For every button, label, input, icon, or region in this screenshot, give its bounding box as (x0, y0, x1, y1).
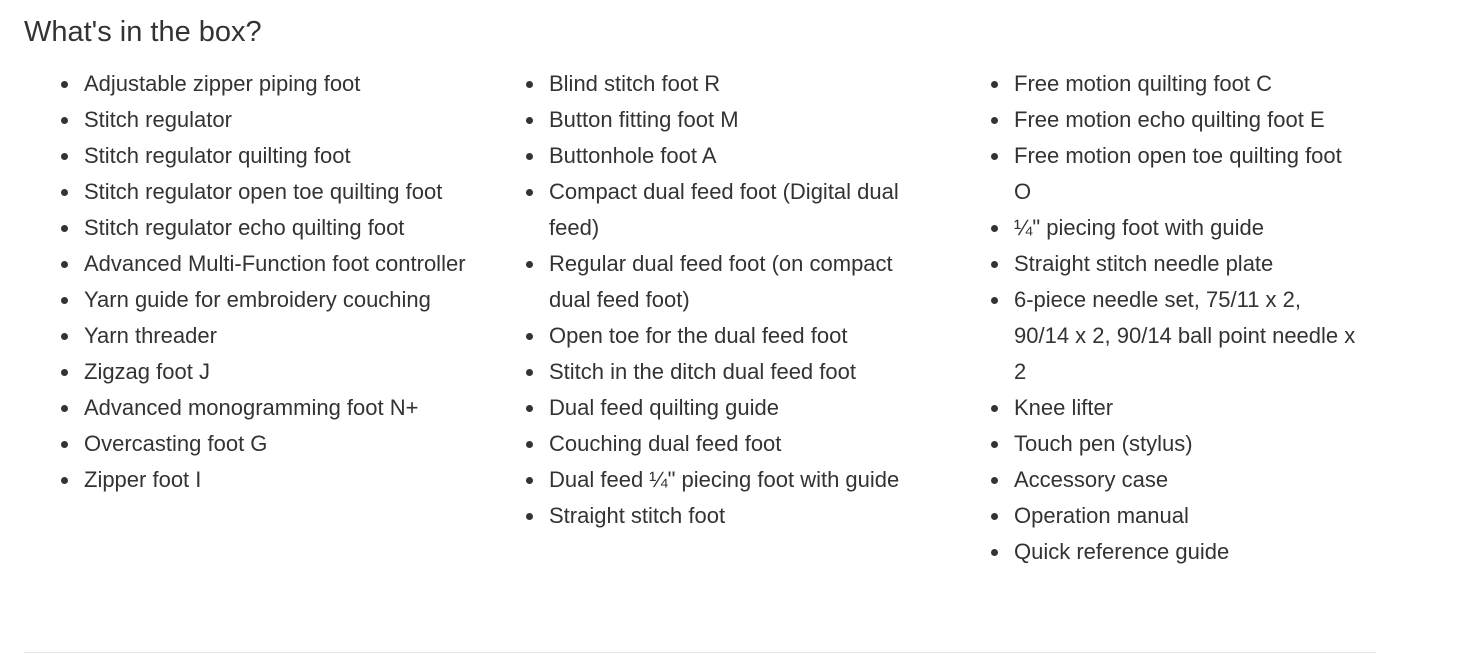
list-item: Compact dual feed foot (Digital dual feed) (489, 174, 954, 246)
list-item: Advanced monogramming foot N+ (24, 390, 489, 426)
list-item: Straight stitch needle plate (954, 246, 1376, 282)
box-contents-list-2 (489, 66, 954, 570)
list-item: Free motion quilting foot C (954, 66, 1376, 102)
list-item: Stitch in the ditch dual feed foot (489, 354, 954, 390)
list-item: Dual feed ¼" piecing foot with guide (489, 462, 954, 498)
list-item: ¼" piecing foot with guide (954, 210, 1376, 246)
list-item: Free motion open toe quilting foot O (954, 138, 1376, 210)
list-item: Straight stitch foot (489, 498, 954, 534)
whats-in-the-box-section (24, 0, 1376, 660)
list-item: 6-piece needle set, 75/11 x 2, 90/14 x 2, 90/14 ball point needle x 2 (954, 282, 1376, 390)
list-item: Couching dual feed foot (489, 426, 954, 462)
list-item: Touch pen (stylus) (954, 426, 1376, 462)
list-item: Yarn guide for embroidery couching (24, 282, 489, 318)
box-contents-columns (24, 66, 1376, 570)
list-item: Button fitting foot M (489, 102, 954, 138)
list-item: Accessory case (954, 462, 1376, 498)
list-item: Knee lifter (954, 390, 1376, 426)
box-contents-list-1 (24, 66, 489, 570)
list-item: Stitch regulator open toe quilting foot (24, 174, 489, 210)
list-item: Stitch regulator quilting foot (24, 138, 489, 174)
box-contents-list-3 (954, 66, 1376, 570)
list-item: Free motion echo quilting foot E (954, 102, 1376, 138)
list-item: Zigzag foot J (24, 354, 489, 390)
list-item: Stitch regulator echo quilting foot (24, 210, 489, 246)
list-item: Advanced Multi-Function foot controller (24, 246, 489, 282)
list-item: Stitch regulator (24, 102, 489, 138)
list-item: Open toe for the dual feed foot (489, 318, 954, 354)
section-divider (24, 652, 1376, 653)
list-item: Adjustable zipper piping foot (24, 66, 489, 102)
list-item: Overcasting foot G (24, 426, 489, 462)
list-item: Quick reference guide (954, 534, 1376, 570)
list-item: Zipper foot I (24, 462, 489, 498)
list-item: Blind stitch foot R (489, 66, 954, 102)
section-title: What's in the box? (24, 16, 262, 48)
list-item: Buttonhole foot A (489, 138, 954, 174)
list-item: Yarn threader (24, 318, 489, 354)
list-item: Operation manual (954, 498, 1376, 534)
list-item: Regular dual feed foot (on compact dual feed foot) (489, 246, 954, 318)
list-item: Dual feed quilting guide (489, 390, 954, 426)
